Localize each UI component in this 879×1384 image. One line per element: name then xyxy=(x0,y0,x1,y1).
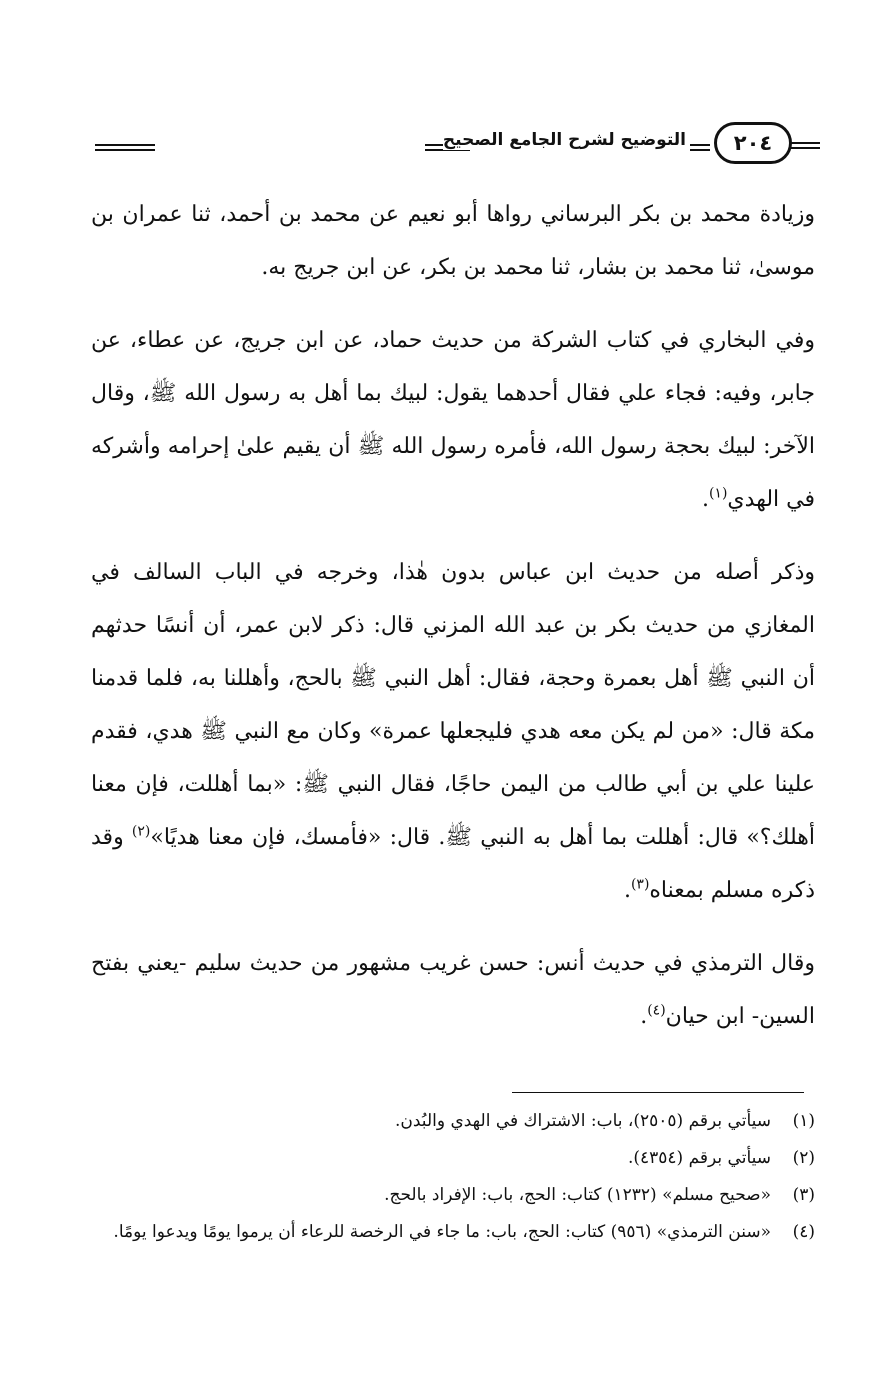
main-text xyxy=(91,188,815,1063)
footnote-separator xyxy=(512,1092,804,1093)
footnote-ref-2[interactable]: (٢) xyxy=(131,823,151,840)
footnote xyxy=(91,1177,815,1214)
paragraph-continuation: وقد ذكره مسلم بمعناه xyxy=(91,825,815,903)
footnote-number: (٣) xyxy=(792,1185,815,1205)
footnote-number: (٤) xyxy=(792,1222,815,1242)
paragraph-4 xyxy=(91,937,815,1043)
sentence-end: . xyxy=(623,878,631,903)
paragraph-2 xyxy=(91,314,815,526)
footnote xyxy=(91,1214,815,1251)
paragraph-text: وزيادة محمد بن بكر البرساني رواها أبو نعيم عن محمد بن أحمد، ثنا عمران بن موسىٰ، ثنا محمد بن بشار، ثنا محمد بن بكر، عن ابن جريج به. xyxy=(91,202,815,280)
footnote-number: (٢) xyxy=(792,1148,815,1168)
header-rule-right xyxy=(790,142,820,149)
sentence-end: . xyxy=(640,1004,648,1029)
footnote-text: «صحيح مسلم» (١٢٣٢) كتاب: الحج، باب: الإفراد بالحج. xyxy=(384,1185,771,1205)
footnote-number: (١) xyxy=(792,1111,815,1131)
running-title: التوضيح لشرح الجامع الصحيح xyxy=(442,130,686,150)
paragraph-text: وقال الترمذي في حديث أنس: حسن غريب مشهور من حديث سليم -يعني بفتح السين- ابن حيان xyxy=(91,951,815,1029)
paragraph-3 xyxy=(91,546,815,917)
footnote xyxy=(91,1140,815,1177)
page-number: ٢٠٤ xyxy=(714,122,792,164)
sentence-end: . xyxy=(701,487,709,512)
header-rule-between xyxy=(690,144,710,151)
page-header xyxy=(85,118,820,172)
paragraph-1 xyxy=(91,188,815,294)
paragraph-text: وذكر أصله من حديث ابن عباس بدون هٰذا، وخرجه في الباب السالف في المغازي من حديث بكر بن عبد الله المزني قال: ذكر لابن عمر، أن أنسًا حدثهم أن النبي ﷺ أهل بعمرة وحجة، فقال: أهل النبي ﷺ بالحج، وأهللنا به، فلما قدمنا مكة قال: «من لم يكن معه هدي فليجعلها عمرة» وكان مع النبي ﷺ هدي، فقدم علينا علي بن أبي طالب من اليمن حاجًا، فقال النبي ﷺ: «بما أهللت، فإن معنا أهلك؟» قال: أهللت بما أهل به النبي ﷺ. قال: «فأمسك، فإن معنا هديًا» xyxy=(91,560,816,850)
footnote-ref-1[interactable]: (١) xyxy=(708,485,728,502)
footnote-ref-4[interactable]: (٤) xyxy=(647,1002,666,1019)
footnote-text: «سنن الترمذي» (٩٥٦) كتاب: الحج، باب: ما جاء في الرخصة للرعاء أن يرموا يومًا ويدعوا يومًا. xyxy=(113,1222,771,1242)
footnote-text: سيأتي برقم (٢٥٠٥)، باب: الاشتراك في الهدي والبُدن. xyxy=(395,1111,771,1131)
footnotes xyxy=(91,1103,815,1251)
header-rule-left xyxy=(95,144,155,151)
footnote-ref-3[interactable]: (٣) xyxy=(630,876,650,893)
footnote xyxy=(91,1103,815,1140)
paragraph-text: وفي البخاري في كتاب الشركة من حديث حماد، عن ابن جريج، عن عطاء، عن جابر، وفيه: فجاء علي فقال أحدهما يقول: لبيك بما أهل به رسول الله ﷺ، وقال الآخر: لبيك بحجة رسول الله، فأمره رسول الله ﷺ أن يقيم علىٰ إحرامه وأشركه في الهدي xyxy=(91,328,815,512)
footnote-text: سيأتي برقم (٤٣٥٤). xyxy=(627,1148,771,1168)
